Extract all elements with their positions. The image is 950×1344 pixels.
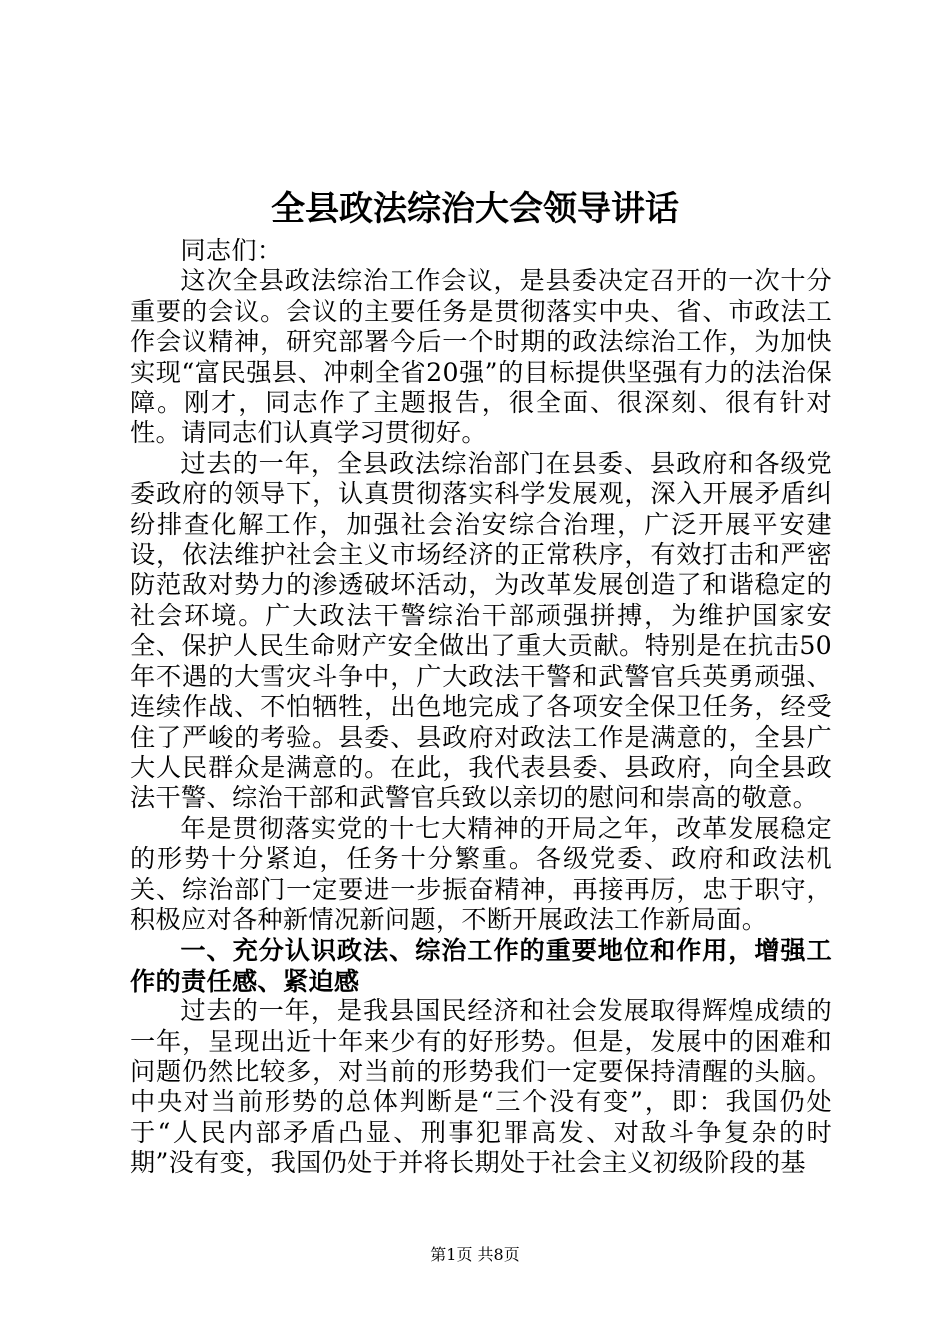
document-body xyxy=(130,236,832,1179)
section-paragraph: 过去的一年，是我县国民经济和社会发展取得辉煌成绩的一年，呈现出近十年来少有的好形势。但是，发展中的困难和问题仍然比较多，对当前的形势我们一定要保持清醒的头脑。中央对当前形势的总体判断是“三个没有变”，即：我国仍处于“人民内部矛盾凸显、刑事犯罪高发、对敌斗争复杂的时期”没有变，我国仍处于并将长期处于社会主义初级阶段的基 xyxy=(130,996,832,1178)
paragraph-review: 过去的一年，全县政法综治部门在县委、县政府和各级党委政府的领导下，认真贯彻落实科学发展观，深入开展矛盾纠纷排查化解工作，加强社会治安综合治理，广泛开展平安建设，依法维护社会主义市场经济的正常秩序，有效打击和严密防范敌对势力的渗透破坏活动，为改革发展创造了和谐稳定的社会环境。广大政法干警综治干部顽强拼搏，为维护国家安全、保护人民生命财产安全做出了重大贡献。特别是在抗击50年不遇的大雪灾斗争中，广大政法干警和武警官兵英勇顽强、连续作战、不怕牺牲，出色地完成了各项安全保卫任务，经受住了严峻的考验。县委、县政府对政法工作是满意的，全县广大人民群众是满意的。在此，我代表县委、县政府，向全县政法干警、综治干部和武警官兵致以亲切的慰问和崇高的敬意。 xyxy=(130,448,832,813)
document-title: 全县政法综治大会领导讲话 xyxy=(271,189,679,229)
paragraph-intro: 这次全县政法综治工作会议，是县委决定召开的一次十分重要的会议。会议的主要任务是贯彻落实中央、省、市政法工作会议精神，研究部署今后一个时期的政法综治工作，为加快实现“富民强县、冲刺全省20强”的目标提供坚强有力的法治保障。刚才，同志作了主题报告，很全面、很深刻、很有针对性。请同志们认真学习贯彻好。 xyxy=(130,266,832,448)
paragraph-outlook: 年是贯彻落实党的十七大精神的开局之年，改革发展稳定的形势十分紧迫，任务十分繁重。各级党委、政府和政法机关、综治部门一定要进一步振奋精神，再接再厉，忠于职守，积极应对各种新情况新问题，不断开展政法工作新局面。 xyxy=(130,813,832,934)
page-footer: 第1页 共8页 xyxy=(430,1245,520,1264)
section-heading: 一、充分认识政法、综治工作的重要地位和作用，增强工作的责任感、紧迫感 xyxy=(130,935,832,996)
salutation: 同志们： xyxy=(180,236,283,265)
